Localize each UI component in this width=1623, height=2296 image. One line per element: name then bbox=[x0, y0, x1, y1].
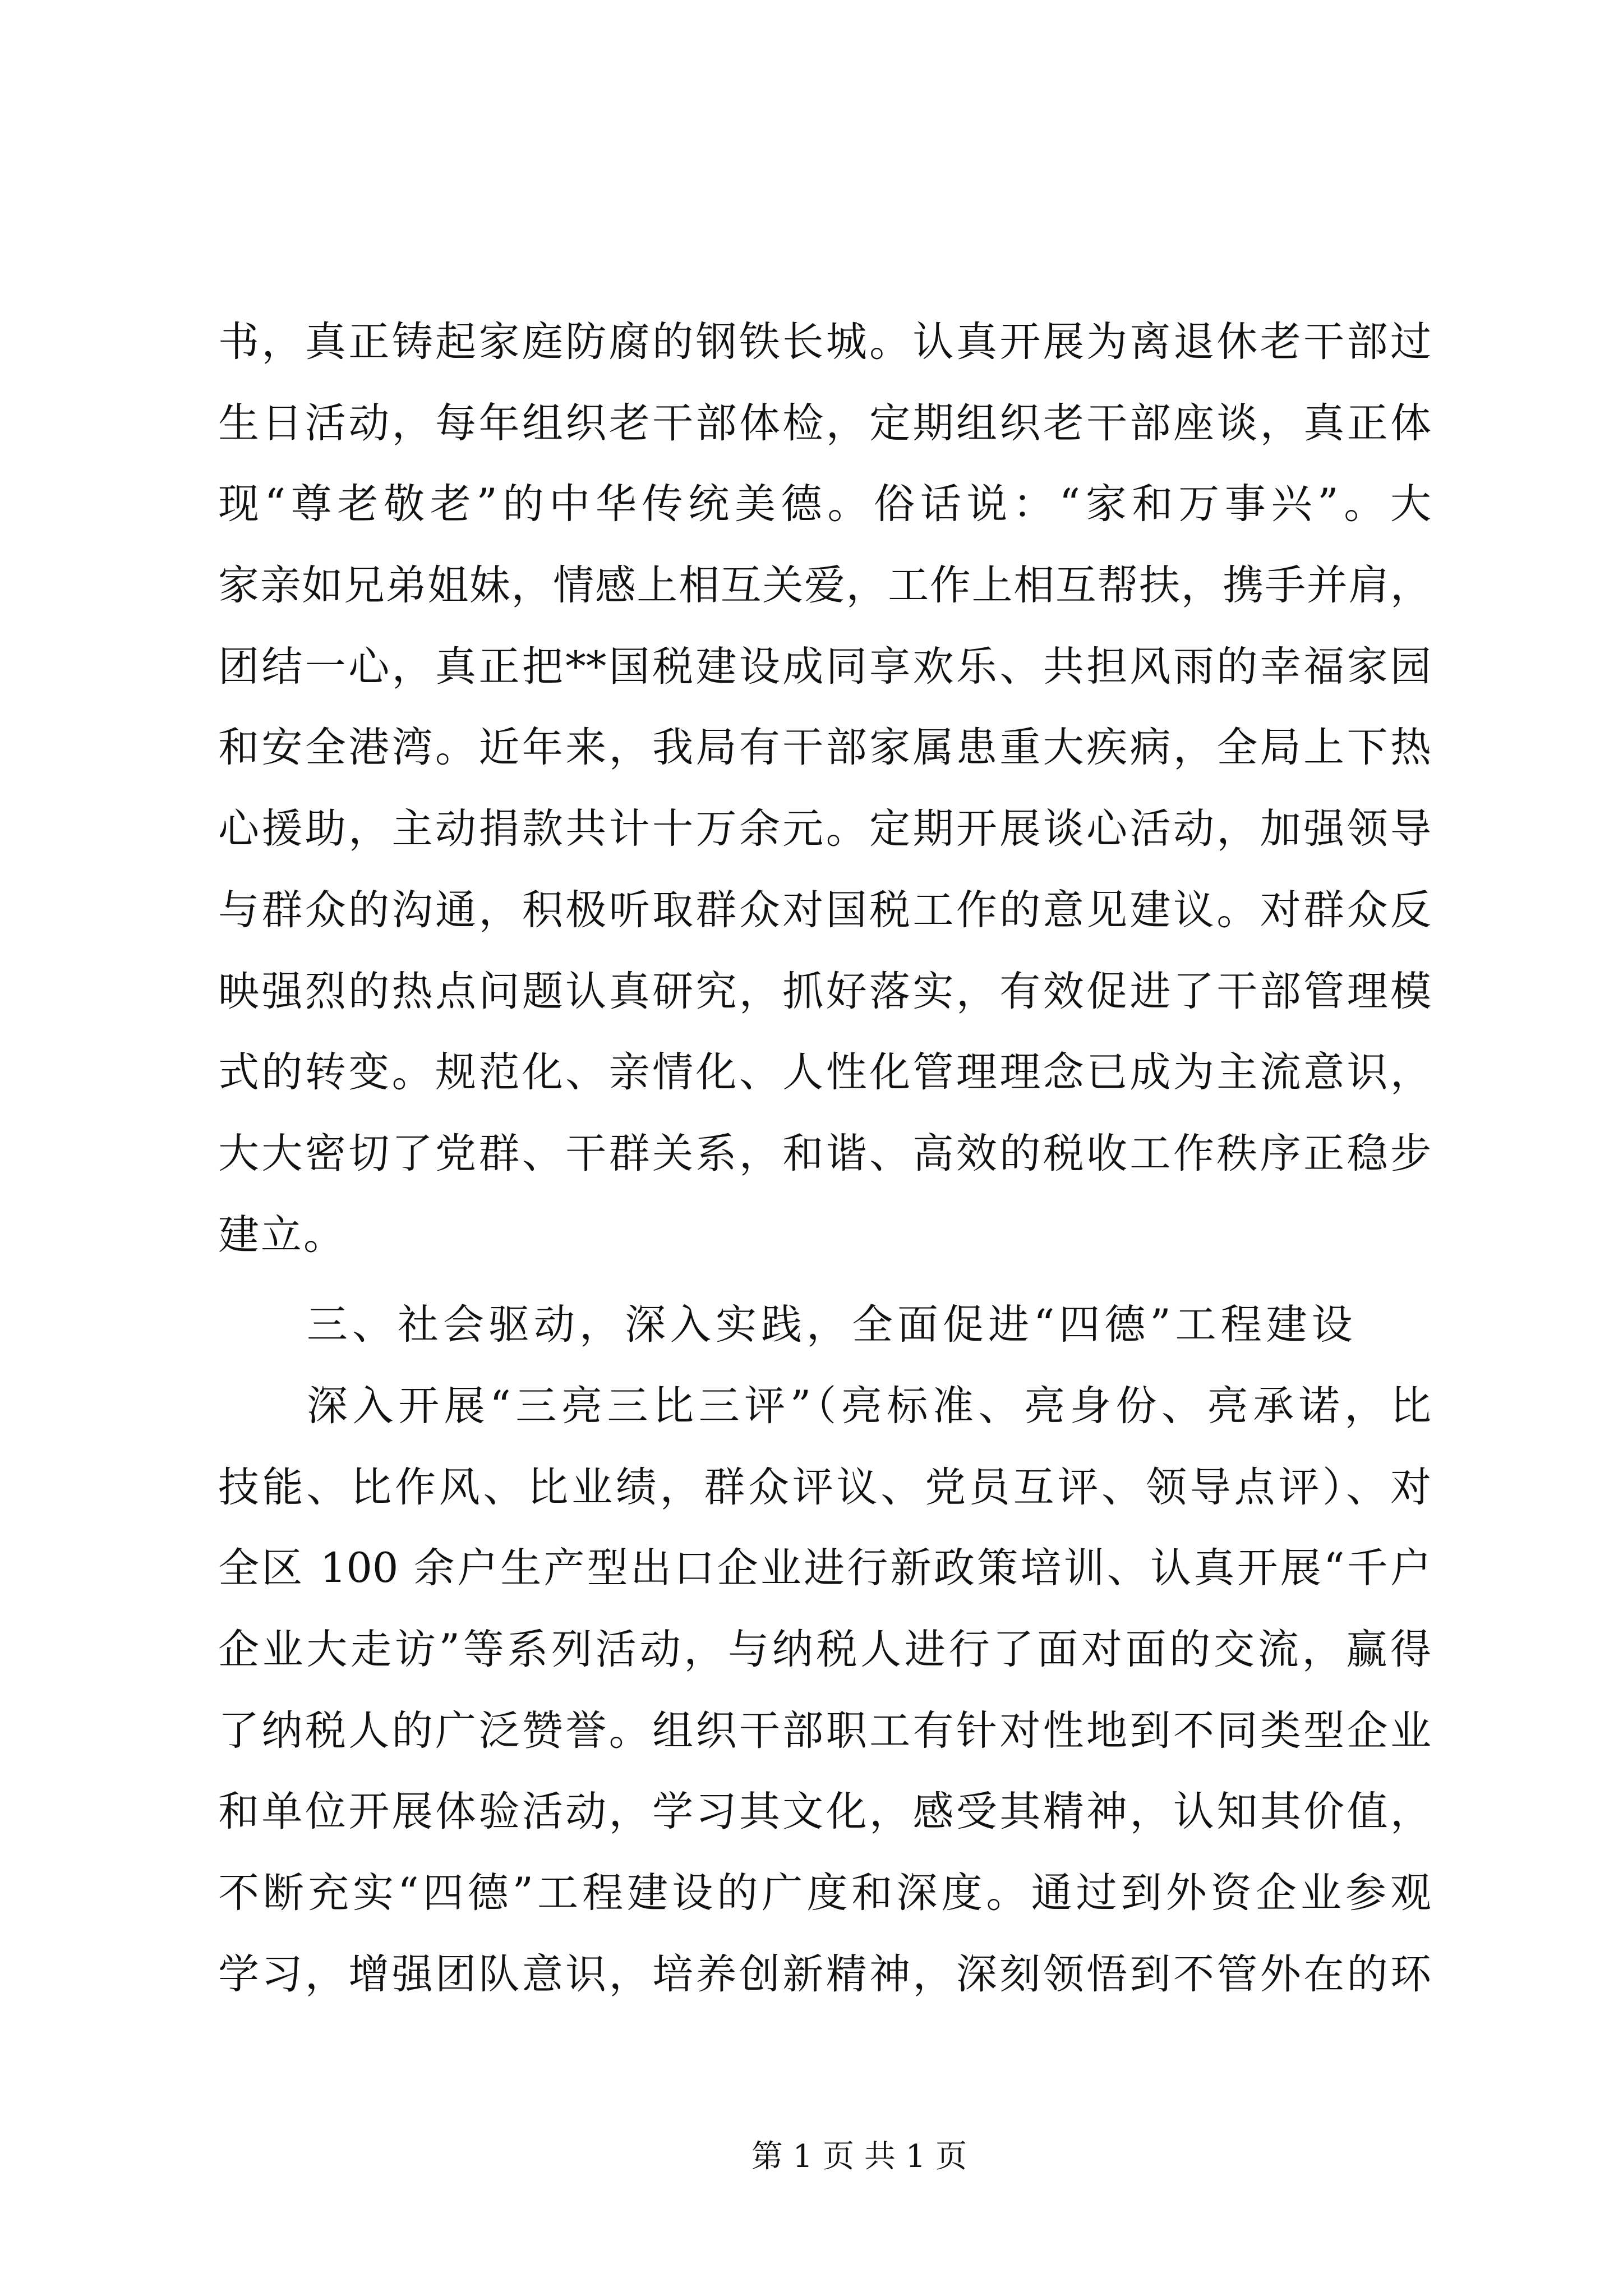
page-footer: 第 1 页 共 1 页 bbox=[751, 2138, 967, 2175]
paragraph-end-line: 建立。 bbox=[218, 1211, 346, 1259]
text-line: 不断充实“四德”工程建设的广度和深度。通过到外资企业参观 bbox=[218, 1869, 1431, 1917]
text-line: 企业大走访”等系列活动，与纳税人进行了面对面的交流，赢得 bbox=[218, 1626, 1431, 1673]
text-line: 与群众的沟通，积极听取群众对国税工作的意见建议。对群众反 bbox=[218, 886, 1431, 934]
text-line: 式的转变。规范化、亲情化、人性化管理理念已成为主流意识， bbox=[218, 1048, 1431, 1097]
text-line: 了纳税人的广泛赞誉。组织干部职工有针对性地到不同类型企业 bbox=[218, 1706, 1431, 1755]
text-line: 生日活动，每年组织老干部体检，定期组织老干部座谈，真正体 bbox=[218, 399, 1431, 447]
text-line: 映强烈的热点问题认真研究，抓好落实，有效促进了干部管理模 bbox=[218, 967, 1431, 1015]
text-line: 学习，增强团队意识，培养创新精神，深刻领悟到不管外在的环 bbox=[218, 1950, 1431, 1998]
text-line: 和安全港湾。近年来，我局有干部家属患重大疾病，全局上下热 bbox=[218, 724, 1431, 772]
text-line: 团结一心，真正把**国税建设成同享欢乐、共担风雨的幸福家园 bbox=[218, 642, 1431, 691]
text-line: 心援助，主动捐款共计十万余元。定期开展谈心活动，加强领导 bbox=[218, 805, 1431, 853]
text-line: 大大密切了党群、干群关系，和谐、高效的税收工作秩序正稳步 bbox=[218, 1129, 1431, 1177]
text-line: 技能、比作风、比业绩，群众评议、党员互评、领导点评）、对 bbox=[218, 1463, 1431, 1511]
text-line: 全区 100 余户生产型出口企业进行新政策培训、认真开展“千户 bbox=[218, 1544, 1431, 1593]
text-line: 书，真正铸起家庭防腐的钢铁长城。认真开展为离退休老干部过 bbox=[218, 318, 1431, 366]
document-body bbox=[218, 302, 1431, 2015]
text-line: 现“尊老敬老”的中华传统美德。俗话说：“家和万事兴”。大 bbox=[218, 480, 1431, 528]
text-line: 家亲如兄弟姐妹，情感上相互关爱，工作上相互帮扶，携手并肩， bbox=[218, 562, 1431, 610]
text-line: 和单位开展体验活动，学习其文化，感受其精神，认知其价值， bbox=[218, 1788, 1431, 1836]
paragraph-first-line: 深入开展“三亮三比三评”（亮标准、亮身份、亮承诺，比 bbox=[307, 1382, 1431, 1430]
section-heading: 三、社会驱动，深入实践，全面促进“四德”工程建设 bbox=[307, 1301, 1357, 1349]
